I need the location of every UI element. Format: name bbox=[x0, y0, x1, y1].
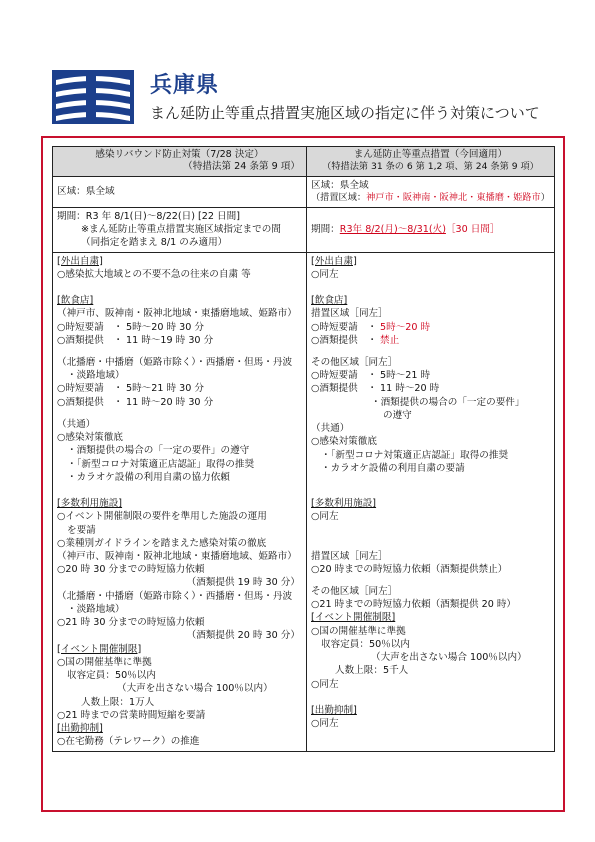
left-event-4: 人数上限：1万人 bbox=[81, 696, 155, 708]
right-multi-req2: ○21 時までの時短協力依頼（酒類提供 20 時） bbox=[311, 599, 517, 611]
right-food-alcohol2b: ・酒類提供の場合の「一定の要件」 bbox=[371, 396, 525, 408]
left-multi-area1: （神戸市、阪神南・阪神北地域・東播磨地域、姫路市） bbox=[57, 551, 297, 563]
left-column-header bbox=[53, 147, 307, 177]
left-multi-title: [多数利用施設] bbox=[57, 498, 123, 510]
left-measures bbox=[53, 252, 307, 751]
left-event-1: ○国の開催基準に準拠 bbox=[57, 656, 152, 668]
left-period-line2: ※まん延防止等重点措置実施区域指定までの間 bbox=[81, 224, 281, 236]
left-common-2: ・酒類提供の場合の「一定の要件」の遵守 bbox=[67, 445, 250, 457]
left-food-title: [飲食店] bbox=[57, 295, 94, 307]
left-common-title: （共通） bbox=[57, 418, 96, 430]
left-period-line1: 期間：R3 年 8/1(日)～8/22(日) [22 日間] bbox=[57, 210, 240, 222]
area-row bbox=[53, 176, 555, 207]
right-food-hours1-value: 5時～20 時 bbox=[380, 321, 431, 333]
left-multi-req2b: （酒類提供 20 時 30 分） bbox=[186, 630, 300, 642]
left-food-area2b: ・淡路地域） bbox=[67, 370, 125, 382]
right-period-prefix: 期間： bbox=[311, 224, 340, 236]
period-row bbox=[53, 207, 555, 252]
right-event-2: 収容定員：50％以内 bbox=[321, 638, 410, 650]
right-multi-title: [多数利用施設] bbox=[311, 498, 377, 510]
left-period bbox=[53, 207, 307, 252]
right-period-dates: R3年 8/2(月)～8/31(火) bbox=[339, 224, 446, 236]
left-event-3: （大声を出さない場合 100％以内） bbox=[117, 683, 273, 695]
measures-table bbox=[52, 146, 555, 752]
right-food-hours1 bbox=[311, 321, 550, 334]
right-period-days: ［30 日間］ bbox=[445, 224, 500, 236]
right-common-2: ・「新型コロナ対策適正店認証」取得の推奨 bbox=[321, 449, 509, 461]
prefecture-name: 兵庫県 bbox=[150, 73, 220, 98]
right-event-5: ○同左 bbox=[311, 678, 339, 690]
right-outing-item: ○同左 bbox=[311, 268, 339, 280]
left-stay-title: [出勤抑制] bbox=[57, 723, 103, 735]
right-stay-title: [出勤抑制] bbox=[311, 704, 357, 716]
right-header-line1: まん延防止等重点措置（今回適用） bbox=[353, 149, 508, 160]
right-event-4: 人数上限：5千人 bbox=[335, 665, 409, 677]
right-event-1: ○国の開催基準に準拠 bbox=[311, 625, 406, 637]
left-multi-1b: を要請 bbox=[67, 524, 96, 536]
left-multi-2: ○業種別ガイドラインを踏まえた感染対策の徹底 bbox=[57, 537, 267, 549]
right-food-alcohol1 bbox=[311, 334, 550, 347]
right-multi-req1: ○20 時までの時短協力依頼（酒類提供禁止） bbox=[311, 563, 508, 575]
left-stay-1: ○在宅勤務（テレワーク）の推進 bbox=[57, 736, 200, 748]
right-measures bbox=[307, 252, 555, 751]
right-area-line2 bbox=[311, 192, 550, 205]
right-food-alcohol2: ○酒類提供 ・ 11 時～20 時 bbox=[311, 383, 440, 395]
right-food-alcohol2c: の遵守 bbox=[383, 409, 412, 421]
left-common-1: ○感染対策徹底 bbox=[57, 432, 123, 444]
left-event-2: 収容定員：50％以内 bbox=[67, 670, 156, 682]
right-stay-1: ○同左 bbox=[311, 718, 339, 730]
left-area: 区域：県全域 bbox=[53, 176, 307, 207]
right-multi-1: ○同左 bbox=[311, 511, 339, 523]
right-event-3: （大声を出さない場合 100％以内） bbox=[371, 652, 527, 664]
right-multi-area2: その他区域［同左］ bbox=[311, 586, 398, 598]
table-header-row bbox=[53, 147, 555, 177]
left-food-hours1: ○時短要請 ・ 5時～20 時 30 分 bbox=[57, 321, 205, 333]
left-multi-req2: ○21 時 30 分までの時短協力依頼 bbox=[57, 617, 205, 629]
right-period bbox=[307, 207, 555, 252]
left-event-title: [イベント開催制限] bbox=[57, 643, 142, 655]
left-event-5: ○21 時までの営業時間短縮を要請 bbox=[57, 709, 206, 721]
right-area-line1: 区域：県全域 bbox=[311, 179, 369, 191]
hyogo-logo-icon bbox=[52, 70, 134, 124]
right-food-area1: 措置区域［同左］ bbox=[311, 308, 388, 320]
left-common-4: ・カラオケ設備の利用自粛の協力依頼 bbox=[67, 471, 230, 483]
left-multi-req1: ○20 時 30 分までの時短協力依頼 bbox=[57, 564, 205, 576]
left-food-alcohol2: ○酒類提供 ・ 11 時～20 時 30 分 bbox=[57, 396, 214, 408]
right-header-line2: （特措法第 31 条の 6 第 1,2 項、第 24 条第 9 項） bbox=[322, 161, 539, 173]
right-common-3: ・カラオケ設備の利用自粛の要請 bbox=[321, 462, 465, 474]
right-food-area2: その他区域［同左］ bbox=[311, 356, 398, 368]
left-outing-item: ○感染拡大地域との不要不急の往来の自粛 等 bbox=[57, 268, 251, 280]
right-common-title: （共通） bbox=[311, 423, 350, 435]
left-header-line2: （特措法第 24 条第 9 項） bbox=[183, 161, 300, 173]
right-food-title: [飲食店] bbox=[311, 295, 348, 307]
right-common-1: ○感染対策徹底 bbox=[311, 436, 377, 448]
right-area-target: 神戸市・阪神南・阪神北・東播磨・姫路市 bbox=[366, 192, 541, 204]
right-multi-area1: 措置区域［同左］ bbox=[311, 550, 388, 562]
left-outing-title: [外出自粛] bbox=[57, 255, 103, 267]
right-food-hours2: ○時短要請 ・ 5時～21 時 bbox=[311, 370, 431, 382]
left-food-area1: （神戸市、阪神南・阪神北地域・東播磨地域、姫路市） bbox=[57, 308, 297, 320]
right-area-suffix: ） bbox=[540, 192, 550, 204]
right-outing-title: [外出自粛] bbox=[311, 255, 357, 267]
right-food-alcohol1-value: 禁止 bbox=[380, 334, 400, 346]
right-column-header bbox=[307, 147, 555, 177]
left-multi-req1b: （酒類提供 19 時 30 分） bbox=[186, 577, 300, 589]
left-period-line3: （同指定を踏まえ 8/1 のみ適用） bbox=[81, 237, 228, 249]
right-food-alcohol1-label: ○酒類提供 ・ bbox=[311, 334, 377, 346]
left-food-hours2: ○時短要請 ・ 5時～21 時 30 分 bbox=[57, 383, 205, 395]
right-food-hours1-label: ○時短要請 ・ bbox=[311, 321, 377, 333]
left-multi-1a: ○イベント開催制限の要件を準用した施設の運用 bbox=[57, 511, 267, 523]
left-common-3: ・「新型コロナ対策適正店認証」取得の推奨 bbox=[67, 458, 255, 470]
left-multi-area2b: ・淡路地域） bbox=[67, 603, 125, 615]
right-area bbox=[307, 176, 555, 207]
left-header-line1: 感染リバウンド防止対策（7/28 決定） bbox=[95, 149, 264, 160]
left-food-alcohol1: ○酒類提供 ・ 11 時～19 時 30 分 bbox=[57, 334, 214, 346]
measures-row bbox=[53, 252, 555, 751]
page-title: まん延防止等重点措置実施区域の指定に伴う対策について bbox=[150, 104, 540, 122]
left-multi-area2a: （北播磨・中播磨（姫路市除く）・西播磨・但馬・丹波 bbox=[57, 590, 293, 602]
left-food-area2a: （北播磨・中播磨（姫路市除く）・西播磨・但馬・丹波 bbox=[57, 356, 293, 368]
right-event-title: [イベント開催制限] bbox=[311, 612, 396, 624]
right-area-prefix: （措置区域： bbox=[311, 192, 367, 204]
